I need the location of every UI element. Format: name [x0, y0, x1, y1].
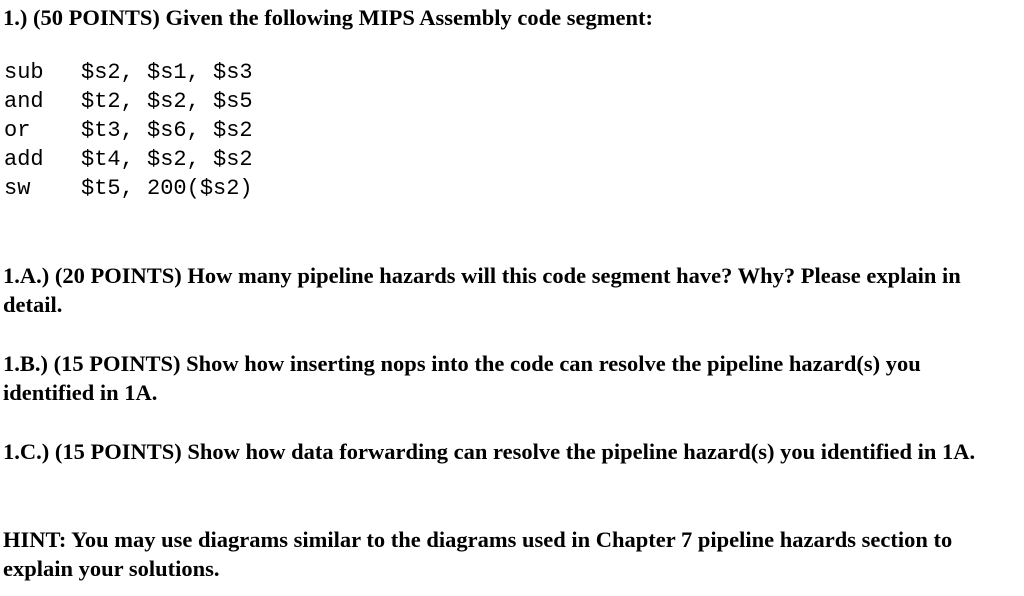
- question-heading: 1.) (50 POINTS) Given the following MIPS Assembly code segment:: [3, 5, 653, 30]
- question-part-a: 1.A.) (20 POINTS) How many pipeline hazards will this code segment have? Why? Please explain in detail.: [3, 263, 961, 317]
- code-line: [4, 116, 253, 145]
- code-operands: $s2, $s1, $s3: [81, 60, 253, 85]
- code-opcode: sub: [4, 60, 44, 85]
- code-operands: $t3, $s6, $s2: [81, 118, 253, 143]
- code-opcode: and: [4, 89, 44, 114]
- code-line: [4, 145, 253, 174]
- question-part-c: 1.C.) (15 POINTS) Show how data forwarding can resolve the pipeline hazard(s) you identified in 1A.: [3, 439, 976, 464]
- code-operands: $t5, 200($s2): [81, 176, 253, 201]
- code-block: [4, 58, 253, 203]
- code-line: [4, 58, 253, 87]
- code-operands: $t2, $s2, $s5: [81, 89, 253, 114]
- hint-text: HINT: You may use diagrams similar to the diagrams used in Chapter 7 pipeline hazards section to explain your solutions.: [3, 527, 953, 581]
- code-opcode: sw: [4, 176, 31, 201]
- code-operands: $t4, $s2, $s2: [81, 147, 253, 172]
- code-opcode: or: [4, 118, 31, 143]
- code-opcode: add: [4, 147, 44, 172]
- code-line: [4, 87, 253, 116]
- question-part-b: 1.B.) (15 POINTS) Show how inserting nops into the code can resolve the pipeline hazard(s) you identified in 1A.: [3, 351, 921, 405]
- code-line: [4, 174, 253, 203]
